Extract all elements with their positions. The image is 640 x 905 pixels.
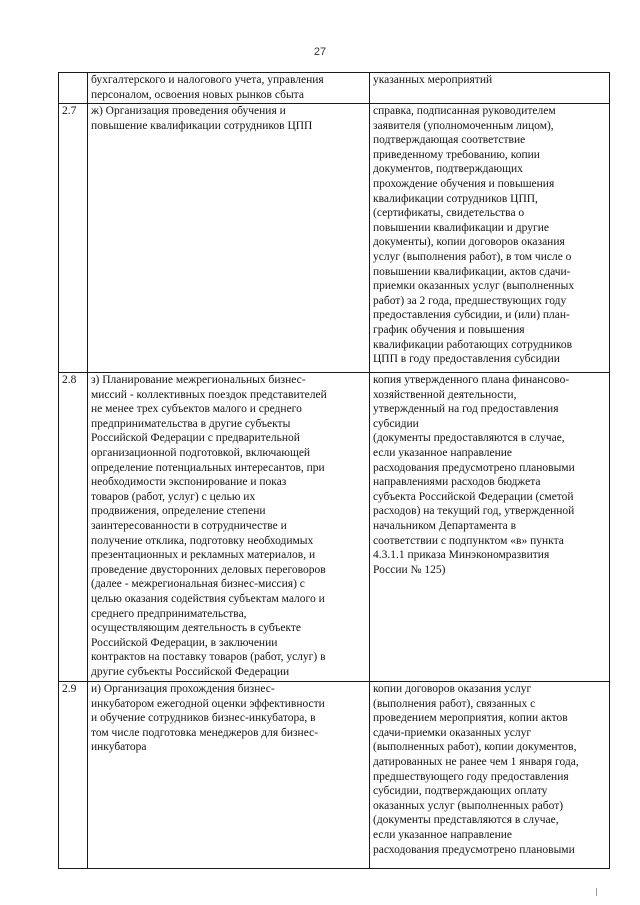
table-row bbox=[59, 682, 610, 869]
documents-cell: указанных мероприятий bbox=[370, 73, 610, 104]
scan-mark bbox=[596, 888, 597, 896]
row-number: 2.7 bbox=[59, 104, 88, 373]
requirement-cell: бухгалтерского и налогового учета, управления персоналом, освоения новых рынков сбыта bbox=[88, 73, 370, 104]
documents-cell: копия утвержденного плана финансово- хозяйственной деятельности, утвержденный на год предоставления субсидии (документы предоставляются в случае, если указанное направление расходования предусмотрено плановыми направлениями расходов бюджета субъекта Российской Федерации (сметой расходов) на текущий год, утвержденной начальником Департамента в соответствии с подпунктом «в» пункта 4.3.1.1 приказа Минэкономразвития России № 125) bbox=[370, 373, 610, 682]
documents-cell: копии договоров оказания услуг (выполнения работ), связанных с проведением мероприятия, копии актов сдачи-приемки оказанных услуг (выполненных работ), копии документов, датированных не ранее чем 1 января года, предшествующего году предоставления субсидии, подтверждающих оплату оказанных услуг (выполненных работ) (документы представляются в случае, если указанное направление расходования предусмотрено плановыми bbox=[370, 682, 610, 869]
requirement-cell: и) Организация прохождения бизнес- инкубатором ежегодной оценки эффективности и обучение сотрудников бизнес-инкубатора, в том числе подготовка менеджеров для бизнес- инкубатора bbox=[88, 682, 370, 869]
table-row bbox=[59, 73, 610, 104]
page-number: 27 bbox=[313, 46, 327, 58]
row-number: 2.8 bbox=[59, 373, 88, 682]
row-number bbox=[59, 73, 88, 104]
requirement-cell: з) Планирование межрегиональных бизнес- миссий - коллективных поездок представителей не менее трех субъектов малого и среднего предпринимательства в другие субъекты Российской Федерации с предварительной организационной подготовкой, включающей определение потенциальных интересантов, при необходимости экспонирование и показ товаров (работ, услуг) с целью их продвижения, определение степени заинтересованности в сотрудничестве и получение отклика, подготовку необходимых презентационных и рекламных материалов, и проведение двусторонних деловых переговоров (далее - межрегиональная бизнес-миссия) с целью оказания содействия субъектам малого и среднего предпринимательства, осуществляющим деятельность в субъекте Российской Федерации, в заключении контрактов на поставку товаров (работ, услуг) в другие субъекты Российской Федерации bbox=[88, 373, 370, 682]
row-number: 2.9 bbox=[59, 682, 88, 869]
table-row bbox=[59, 104, 610, 373]
requirement-cell: ж) Организация проведения обучения и повышение квалификации сотрудников ЦПП bbox=[88, 104, 370, 373]
requirements-table bbox=[58, 72, 610, 869]
table-row bbox=[59, 373, 610, 682]
documents-cell: справка, подписанная руководителем заявителя (уполномоченным лицом), подтверждающая соответствие приведенному требованию, копии документов, подтверждающих прохождение обучения и повышения квалификации сотрудников ЦПП, (сертификаты, свидетельства о повышении квалификации и другие документы), копии договоров оказания услуг (выполнения работ), в том числе о повышении квалификации, актов сдачи- приемки оказанных услуг (выполненных работ) за 2 года, предшествующих году предоставления субсидии, и (или) план- график обучения и повышения квалификации работающих сотрудников ЦПП в году предоставления субсидии bbox=[370, 104, 610, 373]
